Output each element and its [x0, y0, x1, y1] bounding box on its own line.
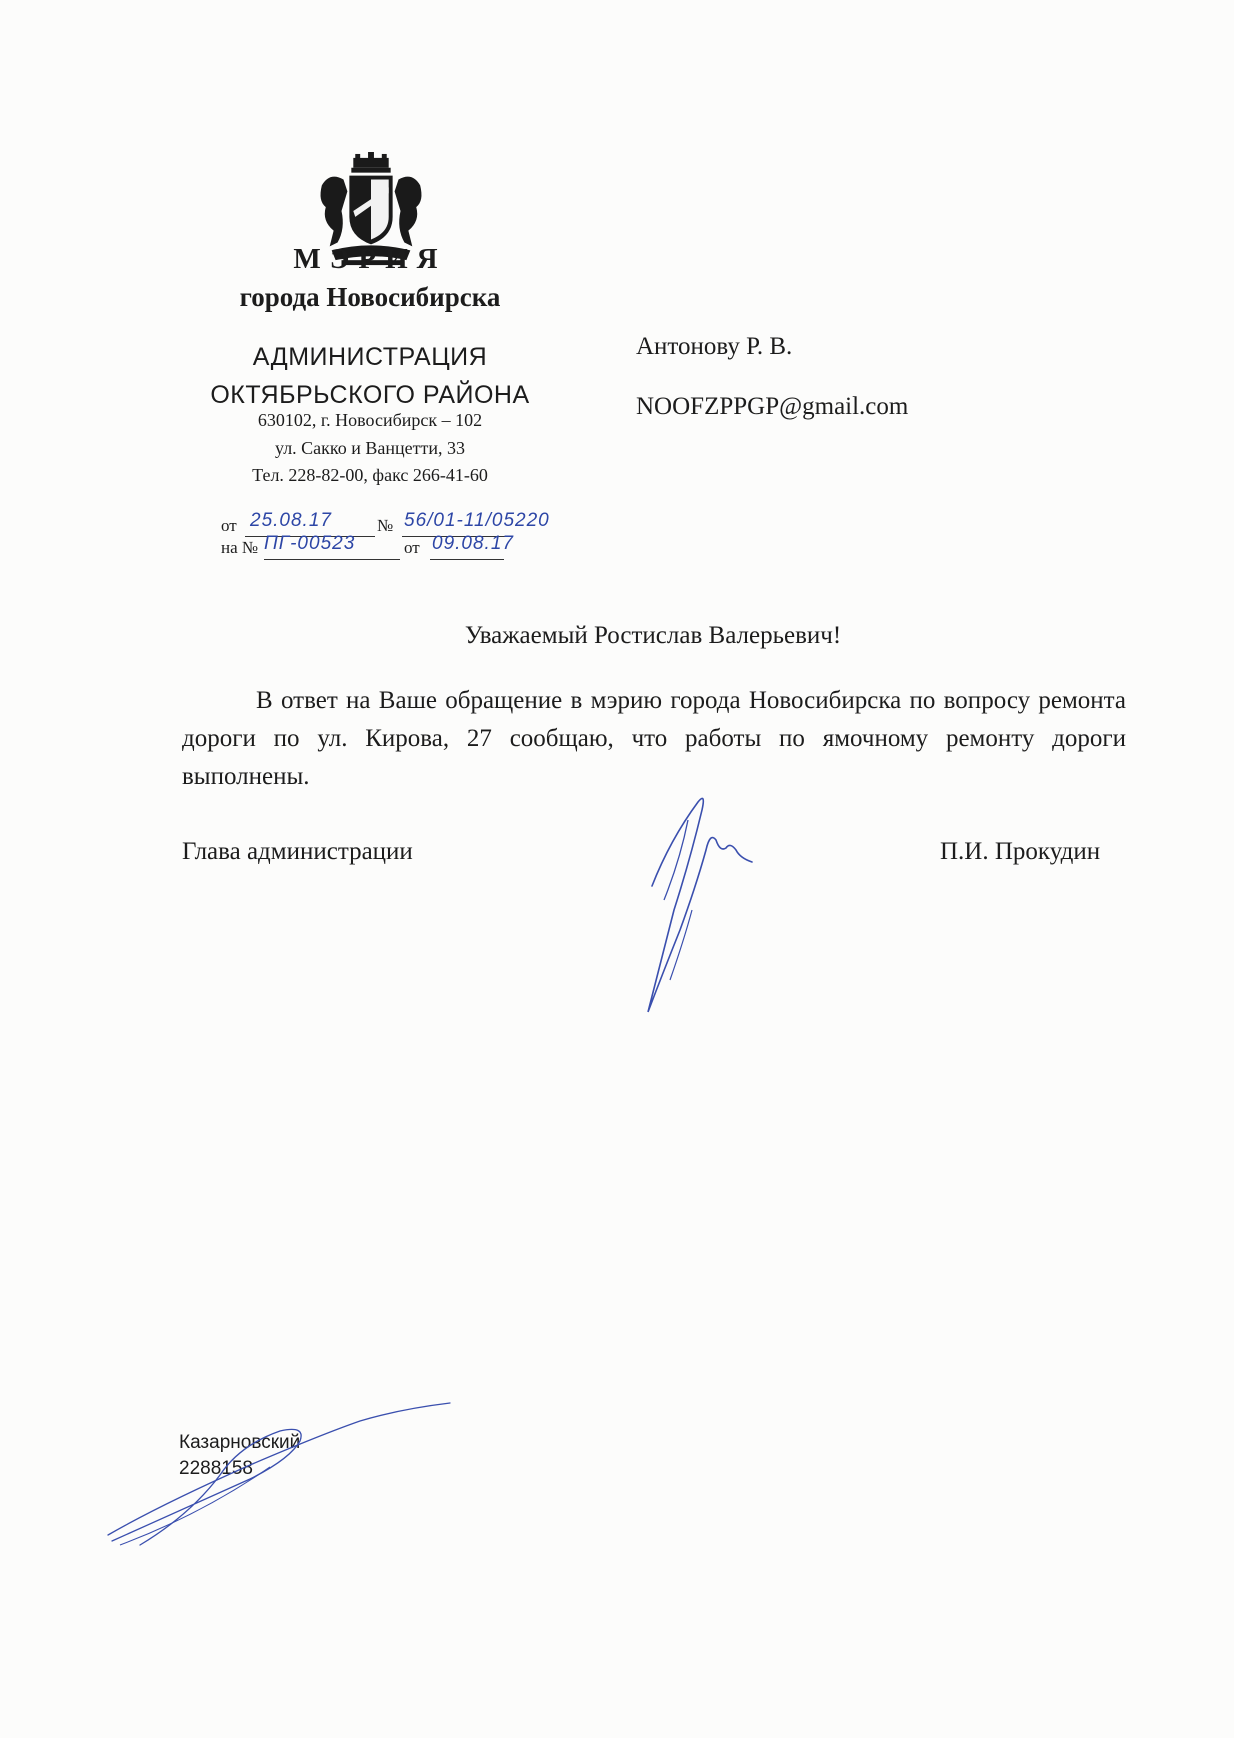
addressee-email: NOOFZPPGP@gmail.com	[636, 393, 909, 420]
letterhead-address-line1: 630102, г. Новосибирск – 102	[257, 410, 483, 430]
reg-from-label: от	[221, 516, 237, 535]
signer-name: П.И. Прокудин	[940, 838, 1101, 865]
reg-reply-from-label: от	[404, 538, 420, 557]
reg-reply-to-label: на №	[221, 538, 259, 557]
addressee-name: Антонову Р. В.	[636, 333, 793, 360]
reg-reply-date-underline	[430, 559, 504, 560]
reg-reply-from-date: 09.08.17	[432, 533, 514, 554]
letterhead-phone-line: Тел. 228-82-00, факс 266-41-60	[252, 465, 488, 485]
reg-reply-to-number: ПГ-00523	[264, 533, 356, 554]
letterhead-admin-line2: ОКТЯБРЬСКОГО РАЙОНА	[210, 381, 530, 409]
letterhead-title: МЭРИЯ	[293, 243, 447, 275]
reg-number-label: №	[377, 516, 394, 535]
reg-from-date: 25.08.17	[250, 510, 332, 531]
executor-pen-mark	[100, 1395, 460, 1555]
letterhead-city: города Новосибирска	[239, 282, 501, 312]
reg-number: 56/01-11/05220	[404, 510, 550, 531]
executor-name: Казарновский	[179, 1432, 301, 1453]
letterhead-address-line2: ул. Сакко и Ванцетти, 33	[274, 438, 465, 458]
reg-reply-number-underline	[264, 559, 400, 560]
executor-phone: 2288158	[179, 1458, 253, 1479]
letterhead-admin-line1: АДМИНИСТРАЦИЯ	[252, 343, 488, 371]
salutation: Уважаемый Ростислав Валерьевич!	[464, 622, 842, 649]
signer-role: Глава администрации	[182, 838, 413, 865]
letter-body: В ответ на Ваше обращение в мэрию города Новосибирска по вопросу ремонта дороги по ул. Кирова, 27 сообщаю, что работы по ямочному ремонту дороги выполнены.	[182, 687, 1126, 790]
handwritten-signature	[640, 790, 780, 1020]
